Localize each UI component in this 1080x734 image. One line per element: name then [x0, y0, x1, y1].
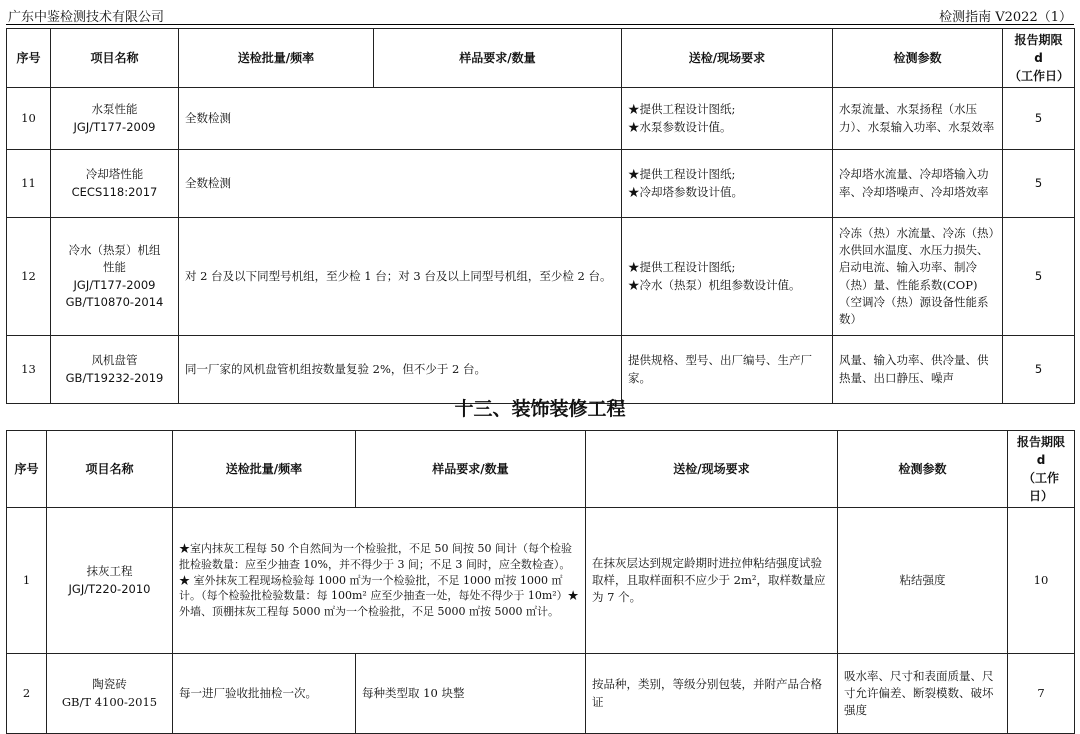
row-name: 陶瓷砖 GB/T 4100-2015 [47, 654, 173, 734]
row-params: 冷却塔水流量、冷却塔输入功率、冷却塔噪声、冷却塔效率 [833, 150, 1003, 218]
row-params: 冷冻（热）水流量、冷冻（热）水供回水温度、水压力损失、启动电流、输入功率、制冷（热）量、性能系数(COP)（空调冷（热）源设备性能系数） [833, 218, 1003, 336]
decoration-test-table [6, 430, 1075, 734]
col-header-no: 序号 [7, 29, 51, 88]
row-submit: ★提供工程设计图纸; ★水泵参数设计值。 [622, 88, 833, 150]
row-params: 吸水率、尺寸和表面质量、尺寸允许偏差、断裂模数、破坏强度 [838, 654, 1008, 734]
row-name: 冷却塔性能 CECS118:2017 [51, 150, 179, 218]
row-no: 13 [7, 336, 51, 404]
col-header-batch: 送检批量/频率 [179, 29, 374, 88]
col-header-name: 项目名称 [47, 431, 173, 508]
row-batch: 全数检测 [179, 88, 622, 150]
row-no: 1 [7, 508, 47, 654]
row-params: 粘结强度 [838, 508, 1008, 654]
row-name: 抹灰工程 JGJ/T220-2010 [47, 508, 173, 654]
row-batch: ★室内抹灰工程每 50 个自然间为一个检验批，不足 50 间按 50 间计（每个检验批检验数量：应至少抽查 10%，并不得少于 3 间；不足 3 间时，应全数检查）。 ★ 室外抹灰工程现场检验每 1000 ㎡为一个检验批，不足 1000 ㎡按 1000 ㎡计。（每个检验批检验数量：每 100m² 应至少抽查一处，每处不得少于 10m²）★外墙、顶棚抹灰工程每 5000 ㎡为一个检验批，不足 5000 ㎡按 5000 ㎡计。 [173, 508, 586, 654]
row-period: 5 [1003, 88, 1075, 150]
row-period: 5 [1003, 150, 1075, 218]
table-header-row [7, 29, 1075, 88]
row-period: 5 [1003, 336, 1075, 404]
row-period: 7 [1008, 654, 1075, 734]
row-submit: 按品种，类别，等级分别包装，并附产品合格证 [586, 654, 838, 734]
row-submit: 在抹灰层达到规定龄期时进拉伸粘结强度试验取样，且取样面积不应少于 2m²，取样数量应为 7 个。 [586, 508, 838, 654]
company-name: 广东中鉴检测技术有限公司 [8, 10, 165, 25]
row-no: 2 [7, 654, 47, 734]
row-submit: ★提供工程设计图纸; ★冷却塔参数设计值。 [622, 150, 833, 218]
row-batch: 同一厂家的风机盘管机组按数量复验 2%，但不少于 2 台。 [179, 336, 622, 404]
equipment-test-table [6, 28, 1075, 404]
col-header-period: 报告期限 d （工作日） [1008, 431, 1075, 508]
row-name: 风机盘管 GB/T19232-2019 [51, 336, 179, 404]
row-submit: 提供规格、型号、出厂编号、生产厂家。 [622, 336, 833, 404]
row-no: 12 [7, 218, 51, 336]
col-header-params: 检测参数 [838, 431, 1008, 508]
table-row [7, 508, 1075, 654]
table-header-row [7, 431, 1075, 508]
row-name: 水泵性能 JGJ/T177-2009 [51, 88, 179, 150]
section-title: 十三、装饰装修工程 [454, 398, 626, 420]
row-no: 10 [7, 88, 51, 150]
row-batch: 全数检测 [179, 150, 622, 218]
row-batch: 对 2 台及以下同型号机组，至少检 1 台；对 3 台及以上同型号机组，至少检 2 台。 [179, 218, 622, 336]
table-row [7, 654, 1075, 734]
row-params: 风量、输入功率、供冷量、供热量、出口静压、噪声 [833, 336, 1003, 404]
row-submit: ★提供工程设计图纸; ★冷水（热泵）机组参数设计值。 [622, 218, 833, 336]
col-header-submit: 送检/现场要求 [586, 431, 838, 508]
row-period: 5 [1003, 218, 1075, 336]
row-params: 水泵流量、水泵扬程（水压力）、水泵输入功率、水泵效率 [833, 88, 1003, 150]
table-row [7, 88, 1075, 150]
col-header-params: 检测参数 [833, 29, 1003, 88]
col-header-period: 报告期限 d （工作日） [1003, 29, 1075, 88]
col-header-batch: 送检批量/频率 [173, 431, 356, 508]
col-header-no: 序号 [7, 431, 47, 508]
col-header-sample: 样品要求/数量 [356, 431, 586, 508]
col-header-sample: 样品要求/数量 [374, 29, 622, 88]
page-header [6, 6, 1074, 25]
row-period: 10 [1008, 508, 1075, 654]
document-version: 检测指南 V2022（1） [939, 10, 1072, 25]
row-no: 11 [7, 150, 51, 218]
col-header-name: 项目名称 [51, 29, 179, 88]
col-header-submit: 送检/现场要求 [622, 29, 833, 88]
row-batch: 每一进厂验收批抽检一次。 [173, 654, 356, 734]
table-row [7, 218, 1075, 336]
row-sample: 每种类型取 10 块整 [356, 654, 586, 734]
row-name: 冷水（热泵）机组 性能 JGJ/T177-2009 GB/T10870-2014 [51, 218, 179, 336]
table-row [7, 150, 1075, 218]
